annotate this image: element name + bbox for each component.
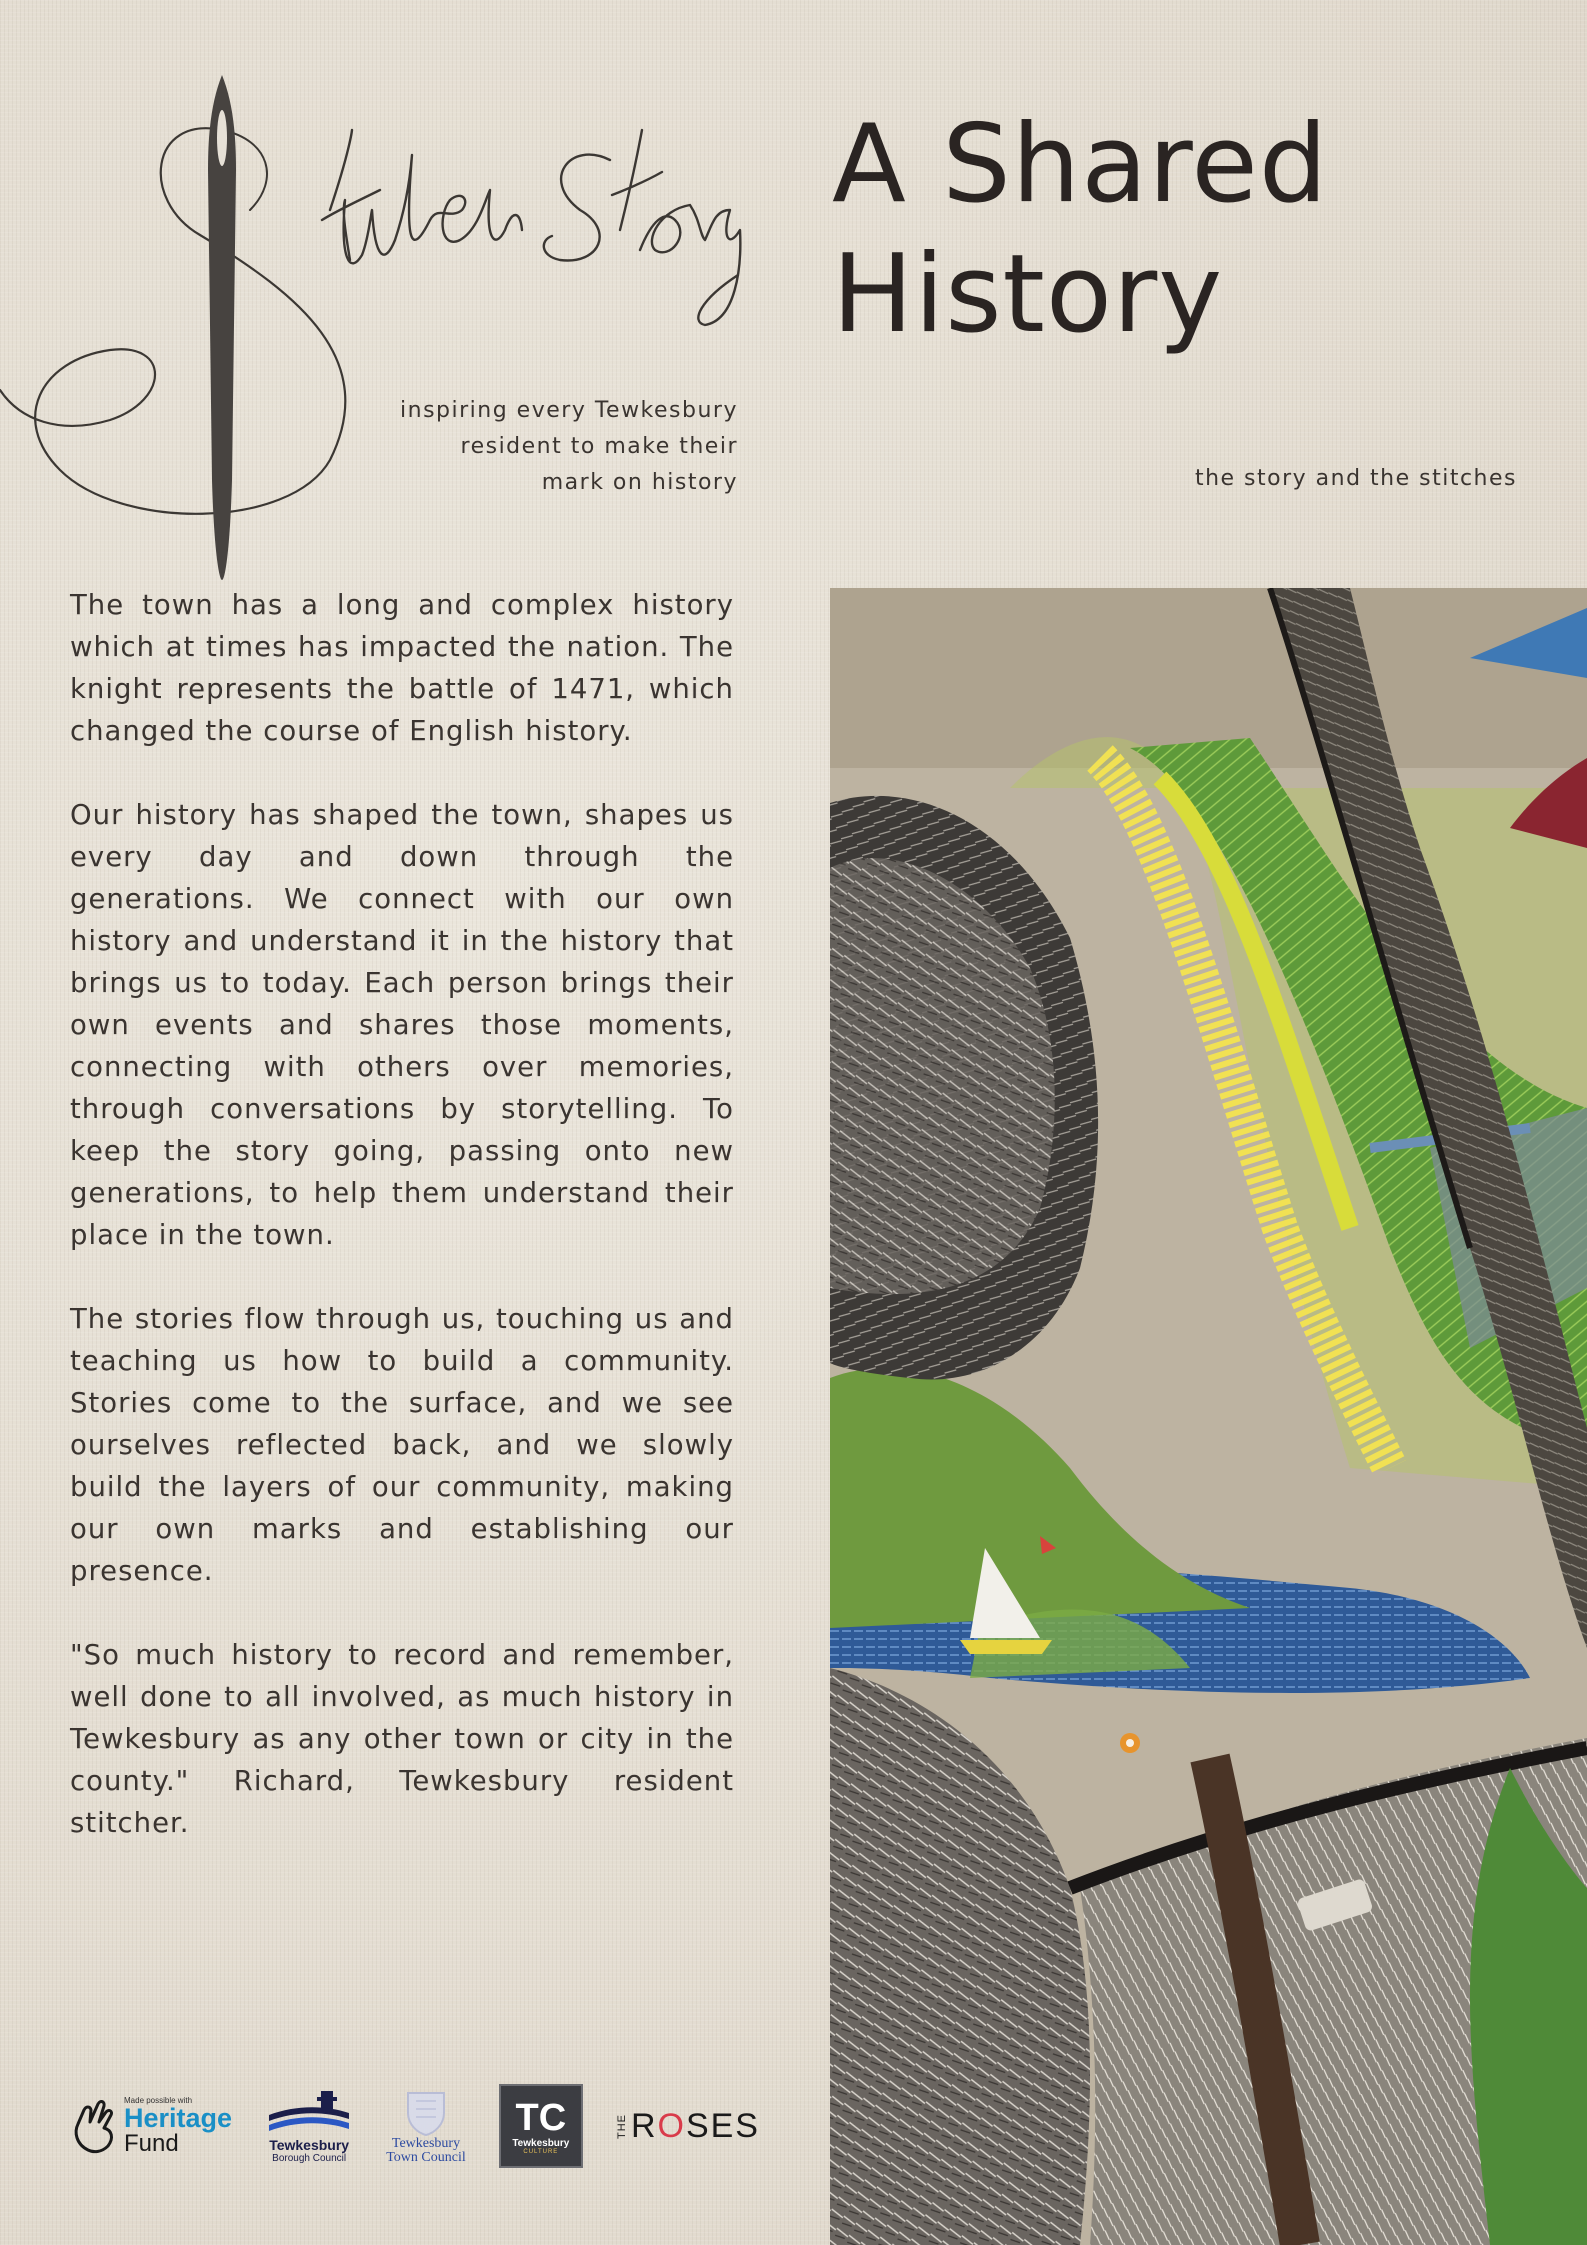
body-paragraph-1: The town has a long and complex history which at times has impacted the nation. The knight represents the battle of 1471, which changed the course of English history. bbox=[70, 589, 734, 747]
needle-icon bbox=[208, 75, 236, 580]
heritage-fund-line-1: Heritage bbox=[124, 2102, 233, 2133]
town-council-name-2: Town Council bbox=[386, 2150, 466, 2165]
the-roses-logo bbox=[616, 2107, 760, 2146]
heritage-fund-line-2: Fund bbox=[124, 2129, 179, 2157]
embroidery-photo bbox=[830, 588, 1587, 2245]
tewkesbury-culture-logo bbox=[499, 2084, 583, 2168]
borough-council-logo bbox=[265, 2089, 353, 2164]
logo-letters-story bbox=[544, 130, 741, 325]
abbey-wave-icon bbox=[265, 2089, 353, 2135]
body-paragraph-4: "So much history to record and remember, well done to all involved, as much history in Tewkesbury as any other town or city in the county." Richard, Tewkesbury resident stitcher. bbox=[70, 1639, 734, 1839]
body-paragraph-2: Our history has shaped the town, shapes us every day and down through the generations. We connect with our own history and understand it in the history that brings us to today. Each person brings their own events and shares those moments, connecting with others over memories, through conversations by storytelling. To keep the story going, passing onto new generations, to help them understand their place in the town. bbox=[70, 799, 734, 1251]
body-paragraph-3: The stories flow through us, touching us and teaching us how to build a community. Stories come to the surface, and we see ourselves reflected back, and we slowly build the layers of our community, making our own marks and establishing our presence. bbox=[70, 1303, 734, 1587]
town-council-logo bbox=[386, 2087, 466, 2165]
title-line-1: A Shared bbox=[832, 102, 1329, 227]
tagline bbox=[380, 393, 738, 501]
culture-mark: TC bbox=[515, 2096, 567, 2139]
roses-name bbox=[631, 2107, 760, 2146]
roses-o: O bbox=[657, 2106, 686, 2145]
tagline-line-3: mark on history bbox=[541, 470, 738, 495]
page-subtitle: the story and the stitches bbox=[1194, 466, 1517, 491]
funder-logos bbox=[70, 2080, 760, 2172]
body-text bbox=[70, 584, 734, 1886]
culture-name: Tewkesbury bbox=[512, 2137, 570, 2149]
culture-sub: CULTURE bbox=[523, 2148, 559, 2155]
roses-the: THE bbox=[615, 2113, 628, 2139]
tagline-line-2: resident to make their bbox=[460, 434, 738, 459]
page-title bbox=[832, 100, 1328, 360]
logo-thread-s bbox=[0, 128, 345, 514]
crossed-fingers-icon bbox=[70, 2098, 120, 2154]
borough-council-sub: Borough Council bbox=[272, 2152, 347, 2164]
heritage-fund-small: Made possible with bbox=[124, 2095, 193, 2105]
title-line-2: History bbox=[832, 232, 1224, 357]
town-council-name-1: Tewkesbury bbox=[391, 2136, 461, 2151]
roses-rest: SES bbox=[685, 2106, 760, 2145]
crest-icon bbox=[398, 2087, 454, 2137]
tagline-line-1: inspiring every Tewkesbury bbox=[400, 398, 738, 423]
heritage-fund-logo bbox=[70, 2097, 232, 2156]
logo-letters-titch bbox=[322, 130, 522, 263]
stitch-story-logo bbox=[0, 60, 760, 580]
roses-r: R bbox=[630, 2106, 658, 2145]
borough-council-name: Tewkesbury bbox=[269, 2136, 350, 2153]
